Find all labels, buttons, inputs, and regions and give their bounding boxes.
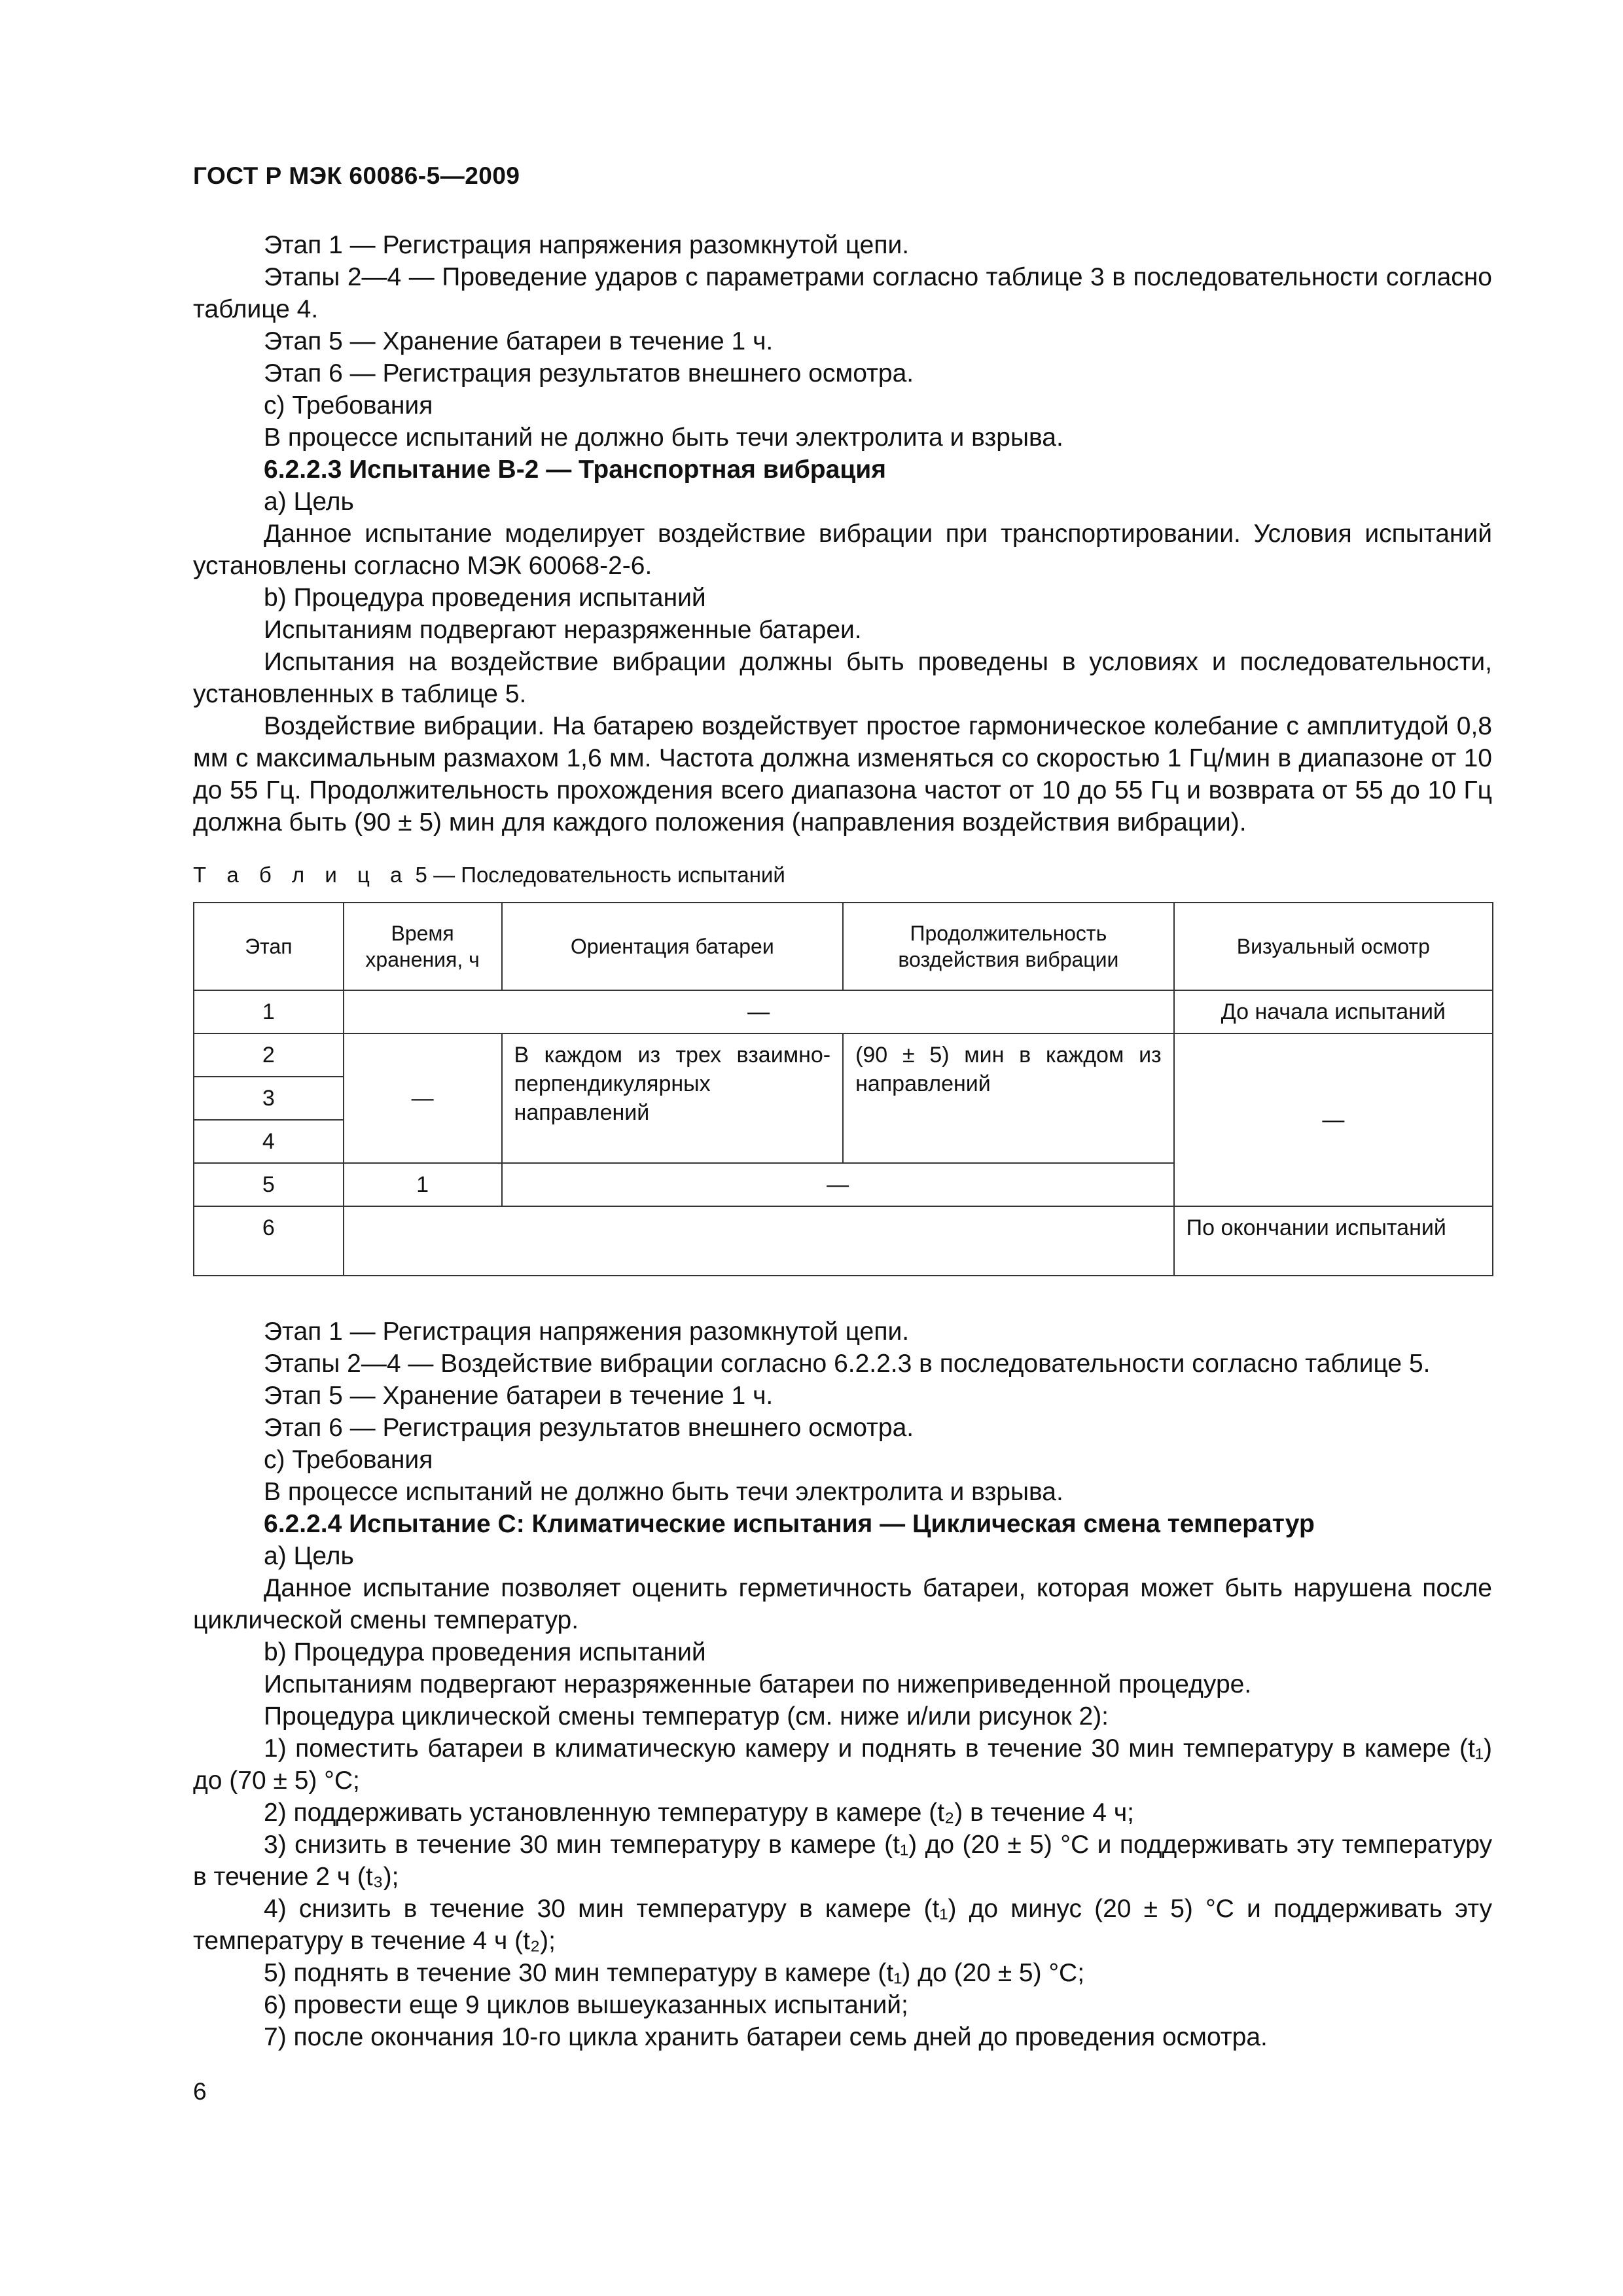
paragraph: Этап 5 — Хранение батареи в течение 1 ч. xyxy=(264,1382,774,1410)
section-heading-c: 6.2.2.4 Испытание С: Климатические испытания — Циклическая смена температур xyxy=(264,1510,1315,1538)
paragraph: Этап 1 — Регистрация напряжения разомкнутой цепи. xyxy=(264,1318,910,1346)
table-cell: 3 xyxy=(194,1077,344,1120)
column-header: Продолжительность воздействия вибрации xyxy=(843,903,1174,990)
paragraph: Этап 6 — Регистрация результатов внешнего осмотра. xyxy=(264,1414,914,1442)
table-cell: (90 ± 5) мин в каждом из направлений xyxy=(843,1033,1174,1163)
table-cell: По окончании испытаний xyxy=(1174,1206,1493,1276)
table-row xyxy=(194,990,1493,1033)
paragraph: Воздействие вибрации. На батарею воздействует простое гармоническое колебание с амплитудой 0,8 мм с максимальным размахом 1,6 мм. Частота должна изменяться со скоростью 1 Гц/мин в диапазоне от 10 до 55 Гц. Продолжительность прохождения всего диапазона частот от 10 до 55 Гц и возврата от 55 до 10 Гц должна быть (90 ± 5) мин для каждого положения (направления воздействия вибрации). xyxy=(193,712,1492,836)
list-item: 3) снизить в течение 30 мин температуру в камере (t₁) до (20 ± 5) °С и поддерживать эту температуру в течение 2 ч (t₃); xyxy=(193,1831,1492,1891)
table-cell: 4 xyxy=(194,1120,344,1163)
list-item: 1) поместить батареи в климатическую камеру и поднять в течение 30 мин температуру в камере (t₁) до (70 ± 5) °С; xyxy=(193,1734,1492,1795)
table-cell: 1 xyxy=(344,1163,502,1206)
paragraph: В процессе испытаний не должно быть течи электролита и взрыва. xyxy=(264,1478,1063,1506)
paragraph: b) Процедура проведения испытаний xyxy=(264,1638,706,1666)
column-header: Этап xyxy=(194,903,344,990)
table-cell: 1 xyxy=(194,990,344,1033)
paragraph: a) Цель xyxy=(264,488,354,516)
page-number: 6 xyxy=(193,2078,207,2105)
paragraph: Этап 5 — Хранение батареи в течение 1 ч. xyxy=(264,327,774,355)
paragraph: Этап 6 — Регистрация результатов внешнего осмотра. xyxy=(264,359,914,387)
table-caption xyxy=(193,863,785,888)
table-cell: 2 xyxy=(194,1033,344,1077)
paragraph: c) Требования xyxy=(264,1446,433,1474)
table-cell: — xyxy=(344,990,1174,1033)
section-vibration-end-and-climatic-test xyxy=(193,1316,1492,2053)
paragraph: Испытания на воздействие вибрации должны быть проведены в условиях и последовательности, установленных в таблице 5. xyxy=(193,648,1492,708)
column-header: Время хранения, ч xyxy=(344,903,502,990)
table-cell: До начала испытаний xyxy=(1174,990,1493,1033)
table-cell: 5 xyxy=(194,1163,344,1206)
table-cell: 6 xyxy=(194,1206,344,1276)
paragraph: Этапы 2—4 — Проведение ударов с параметрами согласно таблице 3 в последовательности согласно таблице 4. xyxy=(193,263,1492,323)
table-header-row xyxy=(194,903,1493,990)
column-header: Визуальный осмотр xyxy=(1174,903,1493,990)
list-item: 2) поддерживать установленную температуру в камере (t₂) в течение 4 ч; xyxy=(264,1799,1134,1827)
paragraph: Данное испытание моделирует воздействие вибрации при транспортировании. Условия испытаний установлены согласно МЭК 60068-2-6. xyxy=(193,520,1492,580)
test-sequence-table xyxy=(193,902,1493,1276)
list-item: 6) провести еще 9 циклов вышеуказанных испытаний; xyxy=(264,1991,908,2019)
paragraph: b) Процедура проведения испытаний xyxy=(264,584,706,612)
list-item: 7) после окончания 10-го цикла хранить батареи семь дней до проведения осмотра. xyxy=(264,2023,1268,2051)
table-caption-prefix: Т а б л и ц а xyxy=(193,863,410,887)
paragraph: Этапы 2—4 — Воздействие вибрации согласно 6.2.2.3 в последовательности согласно таблице 5. xyxy=(264,1350,1431,1378)
column-header: Ориентация батареи xyxy=(502,903,844,990)
table-cell: — xyxy=(344,1033,502,1163)
paragraph: a) Цель xyxy=(264,1542,354,1570)
paragraph: c) Требования xyxy=(264,391,433,420)
table-cell xyxy=(344,1206,1174,1276)
document-header: ГОСТ Р МЭК 60086-5—2009 xyxy=(193,162,520,189)
paragraph: В процессе испытаний не должно быть течи электролита и взрыва. xyxy=(264,423,1063,452)
list-item: 5) поднять в течение 30 мин температуру в камере (t₁) до (20 ± 5) °С; xyxy=(264,1959,1085,1987)
table-row xyxy=(194,1033,1493,1077)
table-caption-title: 5 — Последовательность испытаний xyxy=(415,863,785,887)
paragraph: Испытаниям подвергают неразряженные батареи. xyxy=(264,616,862,644)
paragraph: Процедура циклической смены температур (см. ниже и/или рисунок 2): xyxy=(264,1702,1109,1731)
table-row xyxy=(194,1206,1493,1276)
paragraph: Данное испытание позволяет оценить герметичность батареи, которая может быть нарушена после циклической смены температур. xyxy=(193,1574,1492,1634)
table-cell: В каждом из трех взаимно-перпендикулярных направлений xyxy=(502,1033,844,1163)
section-shock-test-end xyxy=(193,229,1492,838)
table-cell: — xyxy=(1174,1033,1493,1206)
paragraph: Этап 1 — Регистрация напряжения разомкнутой цепи. xyxy=(264,231,910,259)
paragraph: Испытаниям подвергают неразряженные батареи по нижеприведенной процедуре. xyxy=(264,1670,1252,1698)
section-heading-b2: 6.2.2.3 Испытание В-2 — Транспортная вибрация xyxy=(264,456,887,484)
list-item: 4) снизить в течение 30 мин температуру в камере (t₁) до минус (20 ± 5) °С и поддерживать эту температуру в течение 4 ч (t₂); xyxy=(193,1895,1492,1955)
table-cell: — xyxy=(502,1163,1174,1206)
